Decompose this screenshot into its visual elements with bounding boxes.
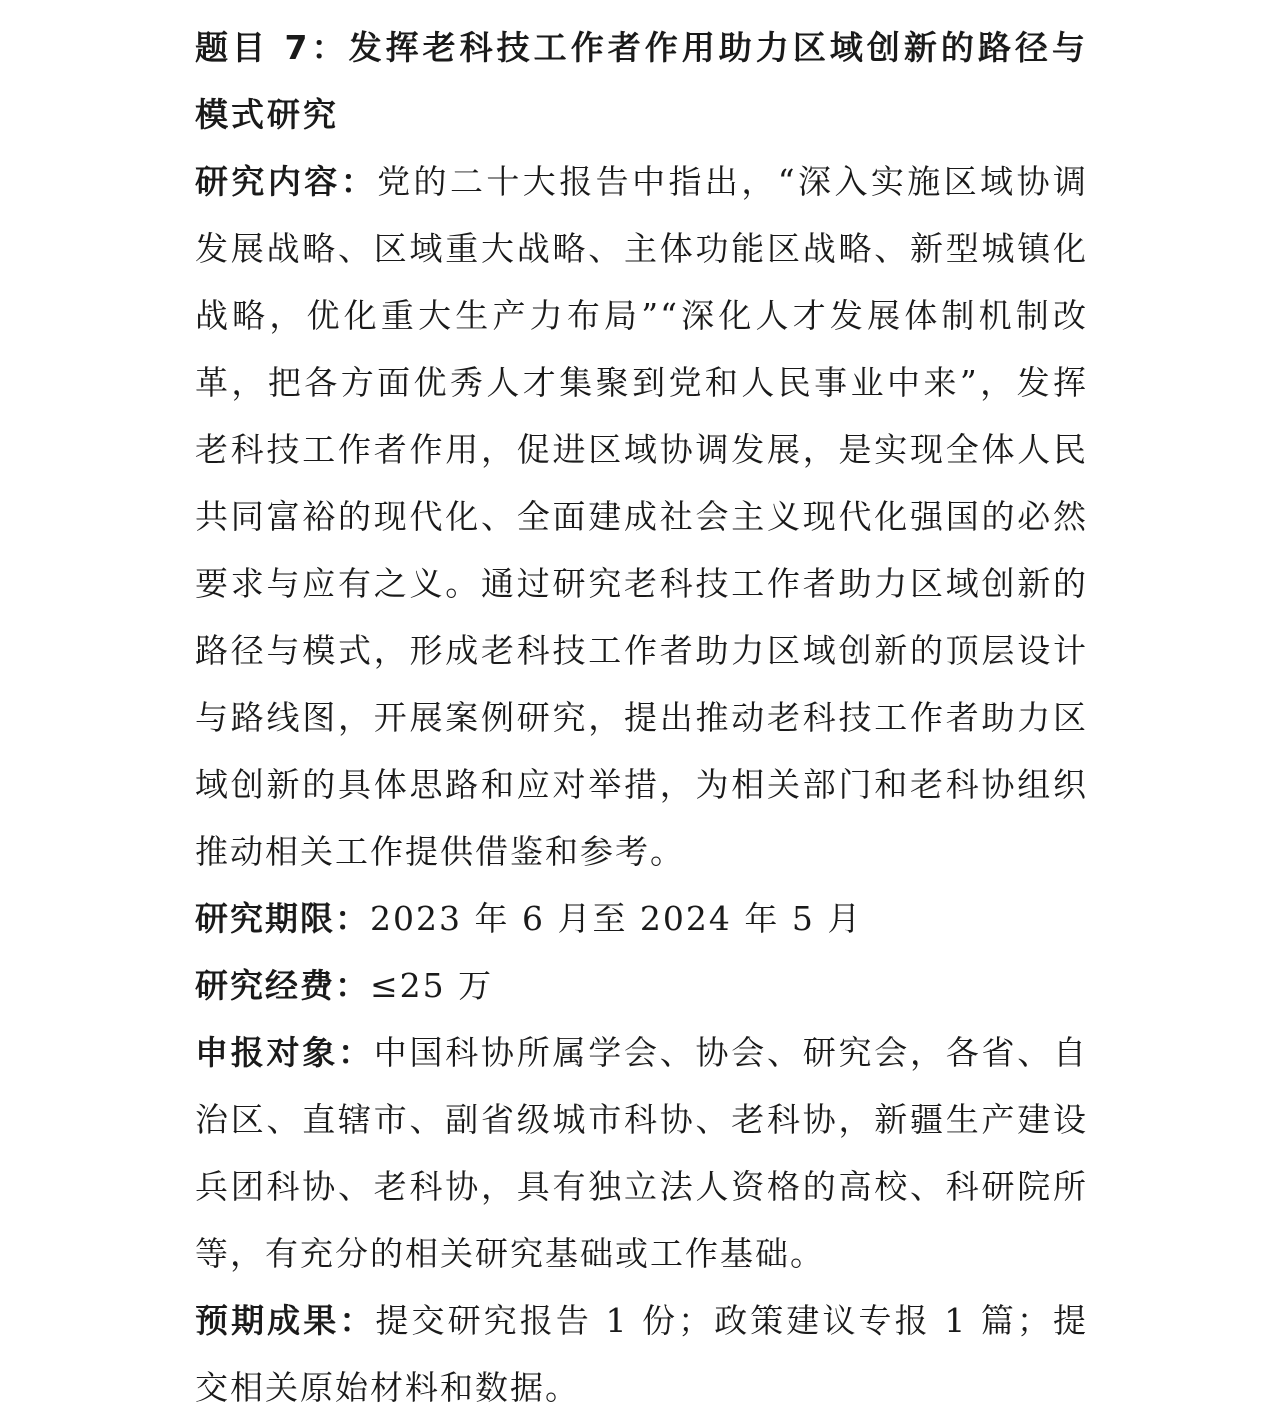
document-title: 题目 7：发挥老科技工作者作用助力区域创新的路径与模式研究 bbox=[195, 28, 1088, 134]
research-period-paragraph bbox=[195, 885, 1088, 952]
research-funding-label: 研究经费： bbox=[195, 966, 370, 1005]
research-period-text: 2023 年 6 月至 2024 年 5 月 bbox=[370, 899, 863, 938]
research-content-label: 研究内容： bbox=[195, 162, 378, 201]
document-page bbox=[195, 14, 1088, 1421]
research-period-label: 研究期限： bbox=[195, 899, 370, 938]
expected-outcomes-paragraph bbox=[195, 1287, 1088, 1421]
expected-outcomes-text: 提交研究报告 1 份；政策建议专报 1 篇；提交相关原始材料和数据。 bbox=[195, 1301, 1089, 1407]
applicants-paragraph bbox=[195, 1019, 1088, 1287]
applicants-text: 中国科协所属学会、协会、研究会，各省、自治区、直辖市、副省级城市科协、老科协，新疆生产建设兵团科协、老科协，具有独立法人资格的高校、科研院所等，有充分的相关研究基础或工作基础。 bbox=[195, 1033, 1088, 1273]
research-content-paragraph bbox=[195, 148, 1088, 885]
expected-outcomes-label: 预期成果： bbox=[195, 1301, 376, 1340]
applicants-label: 申报对象： bbox=[195, 1033, 374, 1072]
research-funding-text: ≤25 万 bbox=[370, 966, 494, 1005]
research-content-text: 党的二十大报告中指出，“深入实施区域协调发展战略、区域重大战略、主体功能区战略、新型城镇化战略，优化重大生产力布局”“深化人才发展体制机制改革，把各方面优秀人才集聚到党和人民事业中来”，发挥老科技工作者作用，促进区域协调发展，是实现全体人民共同富裕的现代化、全面建成社会主义现代化强国的必然要求与应有之义。通过研究老科技工作者助力区域创新的路径与模式，形成老科技工作者助力区域创新的顶层设计与路线图，开展案例研究，提出推动老科技工作者助力区域创新的具体思路和应对举措，为相关部门和老科协组织推动相关工作提供借鉴和参考。 bbox=[195, 162, 1088, 871]
research-funding-paragraph bbox=[195, 952, 1088, 1019]
